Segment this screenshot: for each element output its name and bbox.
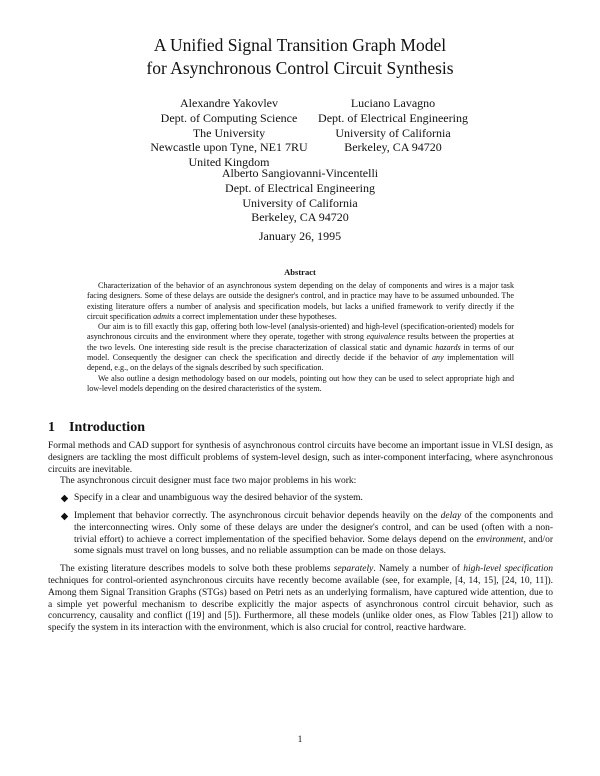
- title-line-2: for Asynchronous Control Circuit Synthesis: [146, 58, 454, 78]
- intro-paragraph-1: Formal methods and CAD support for synthesis of asynchronous control circuits have become an important issue in VLSI design, as designers are tackling the most difficult problems of system-level design, such as inter-component interfacing, where asynchronous circuits are inevitable.: [48, 441, 553, 475]
- section-heading-introduction: [48, 420, 145, 436]
- page-number: 1: [297, 735, 303, 745]
- author-affiliation-line: The University: [192, 125, 266, 140]
- author-affiliation-line: Berkeley, CA 94720: [251, 210, 349, 225]
- author-affiliation-line: Newcastle upon Tyne, NE1 7RU: [150, 140, 308, 155]
- abstract-body: [87, 281, 514, 394]
- intro-paragraph-2: The asynchronous circuit designer must face two major problems in his work:: [60, 476, 357, 487]
- author-block-2: [302, 96, 484, 155]
- bullet-diamond-icon: [61, 495, 68, 502]
- author-affiliation-line: Dept. of Electrical Engineering: [225, 180, 375, 195]
- section-number: 1: [48, 420, 55, 435]
- bullet-diamond-icon: [61, 513, 68, 520]
- author-affiliation-line: Dept. of Computing Science: [160, 110, 298, 125]
- list-item: [48, 511, 553, 558]
- author-affiliation-line: Berkeley, CA 94720: [344, 140, 442, 155]
- author-affiliation-line: University of California: [335, 125, 451, 140]
- list-item-text: Specify in a clear and unambiguous way the desired behavior of the system.: [74, 493, 363, 504]
- paper-title: [0, 34, 600, 80]
- author-name: Luciano Lavagno: [350, 96, 436, 110]
- title-line-1: A Unified Signal Transition Graph Model: [153, 35, 447, 55]
- author-block-1: [138, 96, 320, 170]
- list-item-text: Implement that behavior correctly. The asynchronous circuit behavior depends heavily on the delay of the components and the interconnecting wires. Only some of these delays are under the designer's control, and can be used (often with a non-trivial effort) to achieve a correct implementation of the specified behavior. Some delays depend on the environment, and/or some signals must travel on long busses, and no reliable assumption can be made on those delays.: [74, 510, 553, 557]
- author-affiliation-line: Dept. of Electrical Engineering: [318, 110, 468, 125]
- abstract-heading: Abstract: [284, 267, 316, 277]
- problem-list: [48, 493, 553, 558]
- paper-date: January 26, 1995: [258, 229, 342, 243]
- abstract-paragraph-2: Our aim is to fill exactly this gap, offering both low-level (analysis-oriented) and high-level (specification-oriented) models for asynchronous circuits and the environment where they operate, together with strong equivalence results between the properties at the two levels. One interesting side result is the precise characterization of classical static and dynamic hazards in terms of our model. Consequently the designer can check the specification and directly decide if the behavior of any implementation will depend, e.g., on the delays of the signals described by such specification.: [87, 322, 514, 373]
- author-block-3: [200, 166, 400, 225]
- author-name: Alberto Sangiovanni-Vincentelli: [221, 166, 379, 180]
- intro-paragraph-3: The existing literature describes models to solve both these problems separately. Namely a number of high-level specification techniques for control-oriented asynchronous circuits have recently become available (see, for example, [4, 14, 15], [24, 10, 11]). Among them Signal Transition Graphs (STGs) based on Petri nets as an underlying formalism, have captured wide attention, due to a simple yet powerful mechanism to describe explicitly the major aspects of asynchronous control circuit behavior, such as concurrency, causality and conflict ([19] and [5]). Furthermore, all these models (unlike older ones, as Flow Tables [21]) allow to specify the system in its interaction with the environment, which is also crucial for control, reactive hardware.: [48, 564, 554, 634]
- abstract-paragraph-3: We also outline a design methodology based on our models, pointing out how they can be used to select appropriate high and low-level models depending on the desired characteristics of the system.: [87, 373, 514, 393]
- author-name: Alexandre Yakovlev: [180, 96, 278, 110]
- introduction-body: [48, 441, 553, 635]
- author-affiliation-line: United Kingdom: [188, 155, 270, 170]
- section-title: Introduction: [69, 420, 145, 435]
- author-affiliation-line: University of California: [242, 195, 358, 210]
- abstract-paragraph-1: Characterization of the behavior of an asynchronous system depending on the delay of components and wires is a major task facing designers. Some of these delays are outside the designer's control, and in practice may have to be assumed unbounded. The existing literature offers a number of analysis and specification models, but lacks a unified framework to verify directly if the circuit specification admits a correct implementation under these hypotheses.: [87, 281, 514, 321]
- list-item: [48, 493, 553, 505]
